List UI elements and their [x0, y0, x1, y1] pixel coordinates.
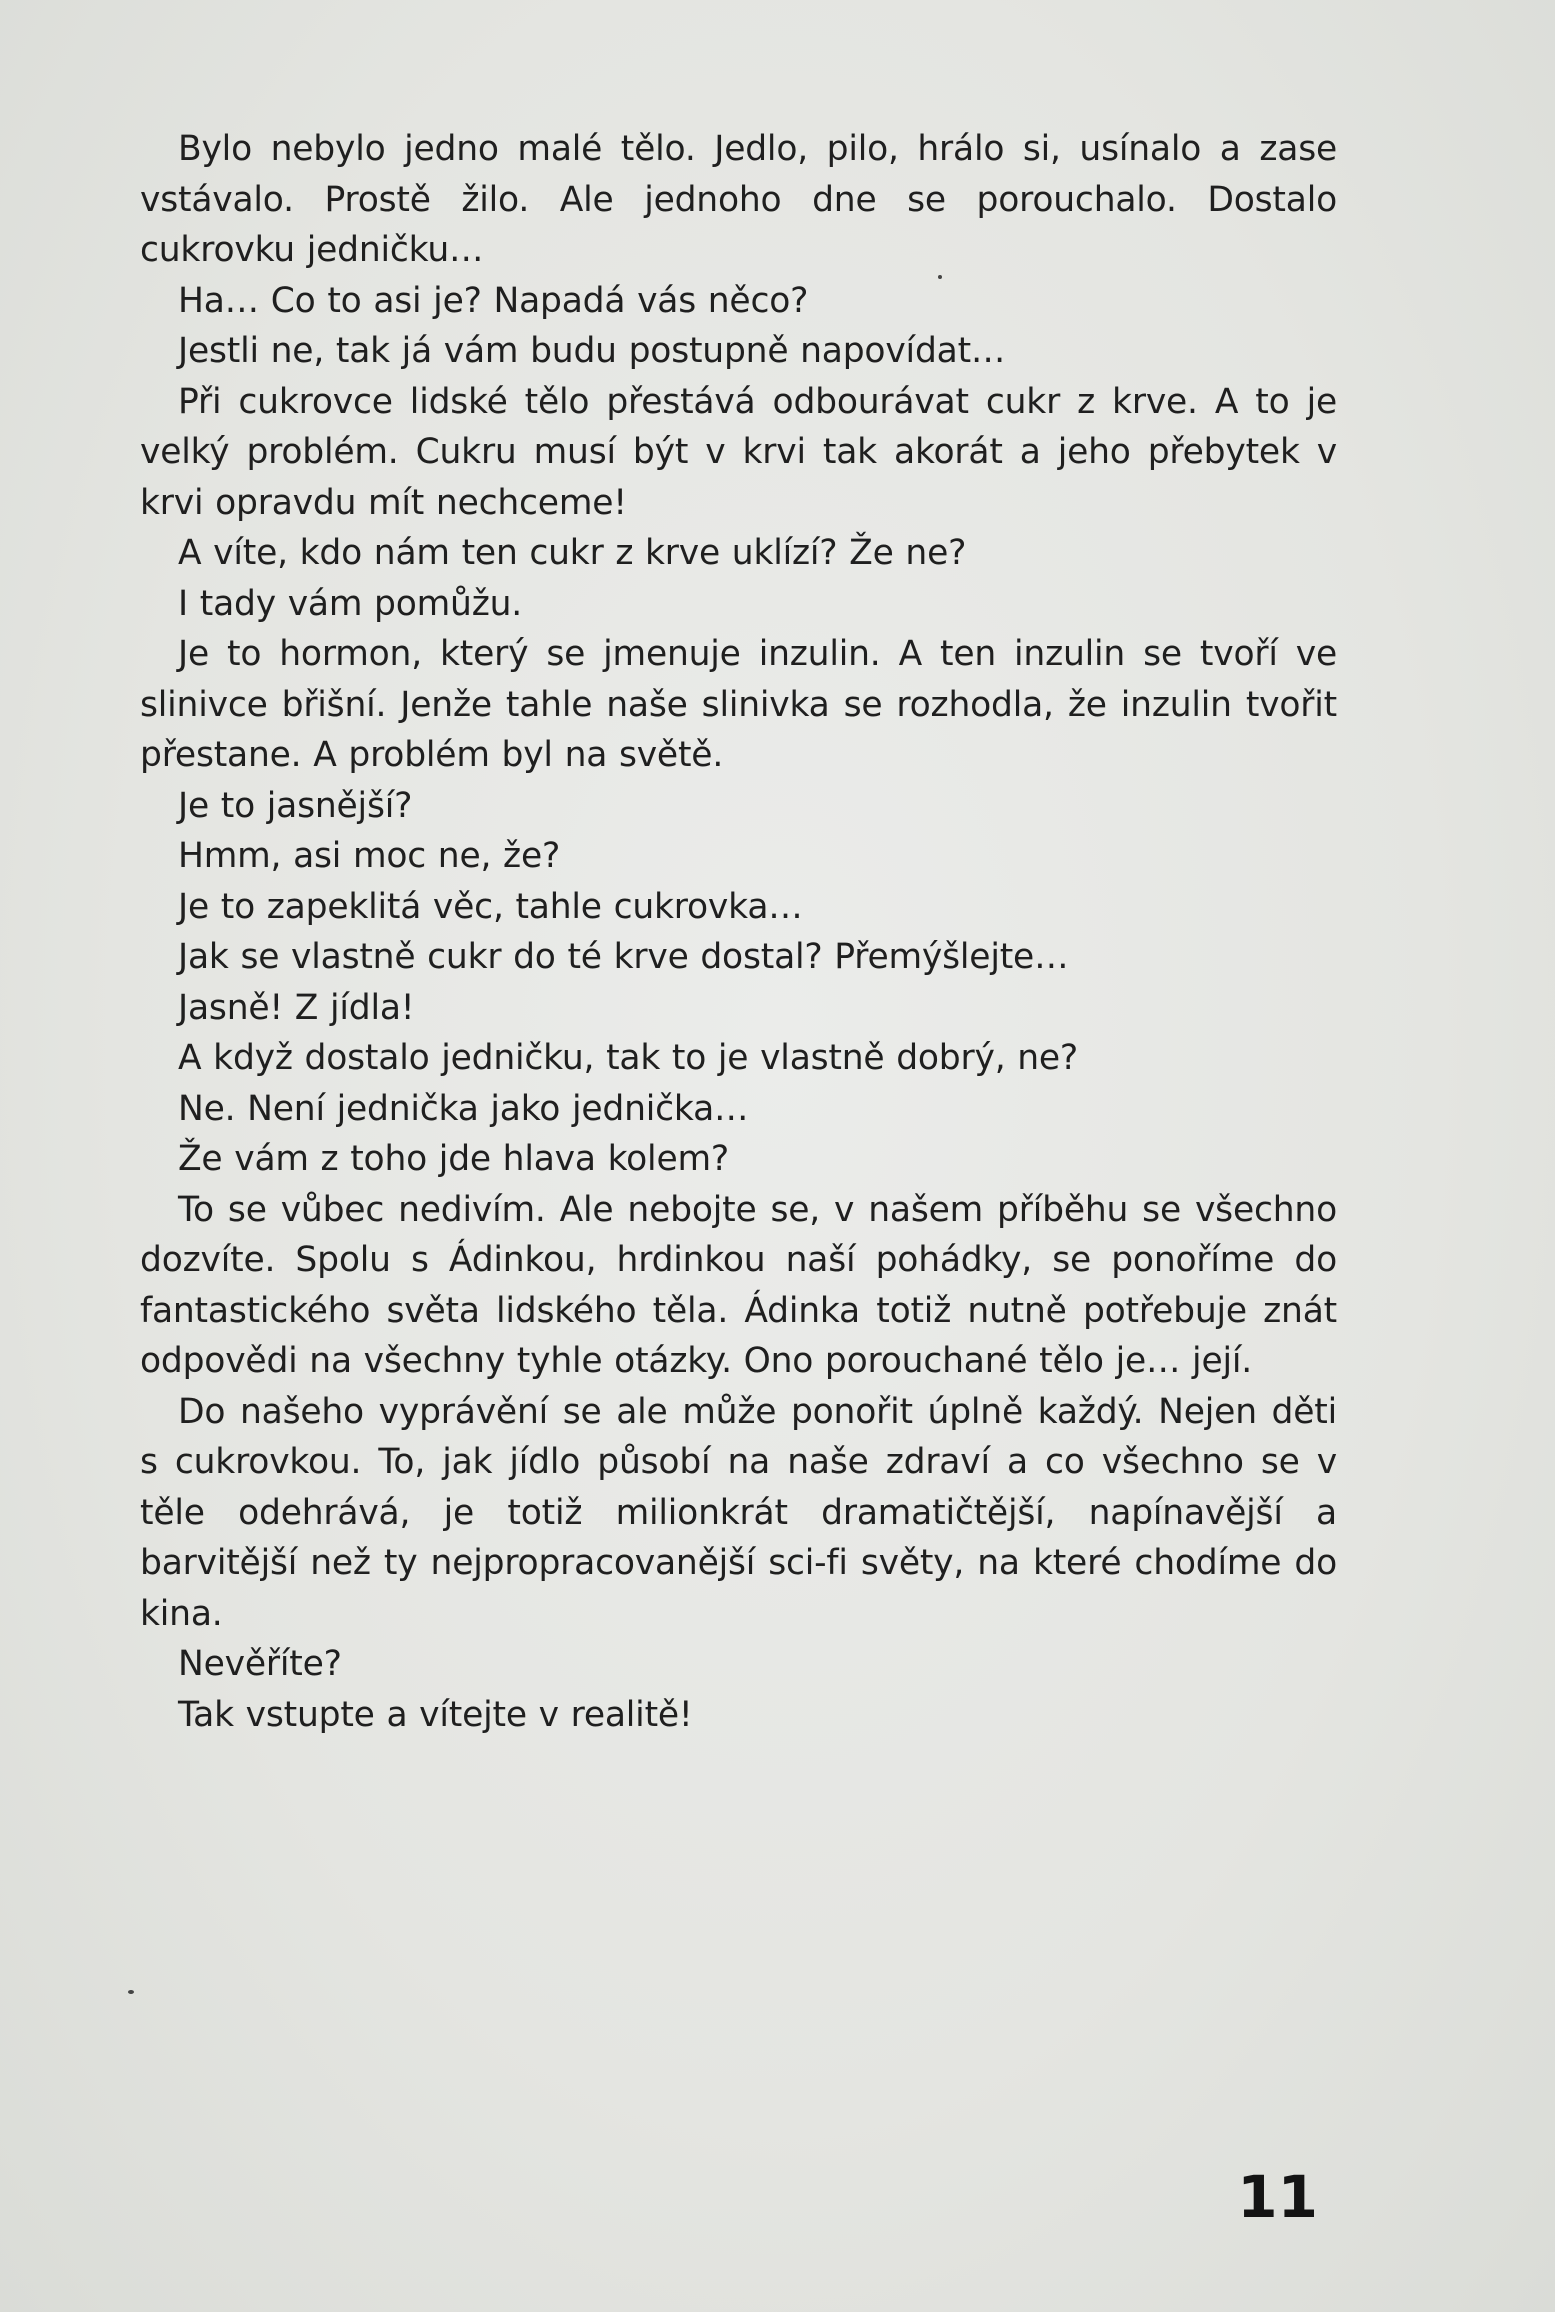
paper-speck [128, 1990, 134, 1994]
paragraph: Jasně! Z jídla! [178, 987, 415, 1028]
paragraph: Je to zapeklitá věc, tahle cukrovka… [178, 886, 803, 927]
paragraph: Tak vstupte a vítejte v realitě! [178, 1694, 693, 1735]
paragraph: Jestli ne, tak já vám budu postupně napovídat… [178, 331, 1006, 371]
paragraph: Hmm, asi moc ne, že? [178, 836, 561, 876]
paragraph: Bylo nebylo jedno malé tělo. Jedlo, pilo, hrálo si, usínalo a zase vstávalo. Prostě žilo. Ale jednoho dne se porouchalo. Dostalo cukrovku jedničku… [140, 129, 1337, 270]
page-number: 11 [1237, 2163, 1318, 2231]
paragraph: Že vám z toho jde hlava kolem? [178, 1139, 729, 1179]
paragraph: A když dostalo jedničku, tak to je vlastně dobrý, ne? [178, 1038, 1079, 1078]
body-text [140, 124, 1337, 1740]
paragraph: Je to jasnější? [178, 785, 413, 826]
paper-speck [938, 275, 942, 279]
paragraph: Je to hormon, který se jmenuje inzulin. A ten inzulin se tvoří ve slinivce břišní. Jenže tahle naše slinivka se rozhodla, že inzulin tvořit přestane. A problém byl na světě. [140, 634, 1337, 775]
paragraph: To se vůbec nedivím. Ale nebojte se, v našem příběhu se všechno dozvíte. Spolu s Ádinkou, hrdinkou naší pohádky, se ponoříme do fantastického světa lidského těla. Ádinka totiž nutně potřebuje znát odpovědi na všechny tyhle otázky. Ono porouchané tělo je… její. [140, 1189, 1337, 1381]
paragraph: Jak se vlastně cukr do té krve dostal? Přemýšlejte… [178, 937, 1069, 977]
paragraph: A víte, kdo nám ten cukr z krve uklízí? Že ne? [178, 533, 967, 573]
paragraph: Ha… Co to asi je? Napadá vás něco? [178, 280, 809, 321]
paragraph: Do našeho vyprávění se ale může ponořit úplně každý. Nejen děti s cukrovkou. To, jak jídlo působí na naše zdraví a co všechno se v těle odehrává, je totiž milionkrát dramatičtější, napínavější a barvitější než ty nejpropracovanější sci-fi světy, na které chodíme do kina. [140, 1391, 1337, 1634]
paragraph: Ne. Není jednička jako jednička… [178, 1088, 749, 1129]
paragraph: Nevěříte? [178, 1644, 342, 1684]
paragraph: Při cukrovce lidské tělo přestává odbourávat cukr z krve. A to je velký problém. Cukru musí být v krvi tak akorát a jeho přebytek v krvi opravdu mít nechceme! [140, 381, 1337, 523]
paragraph: I tady vám pomůžu. [178, 583, 523, 624]
